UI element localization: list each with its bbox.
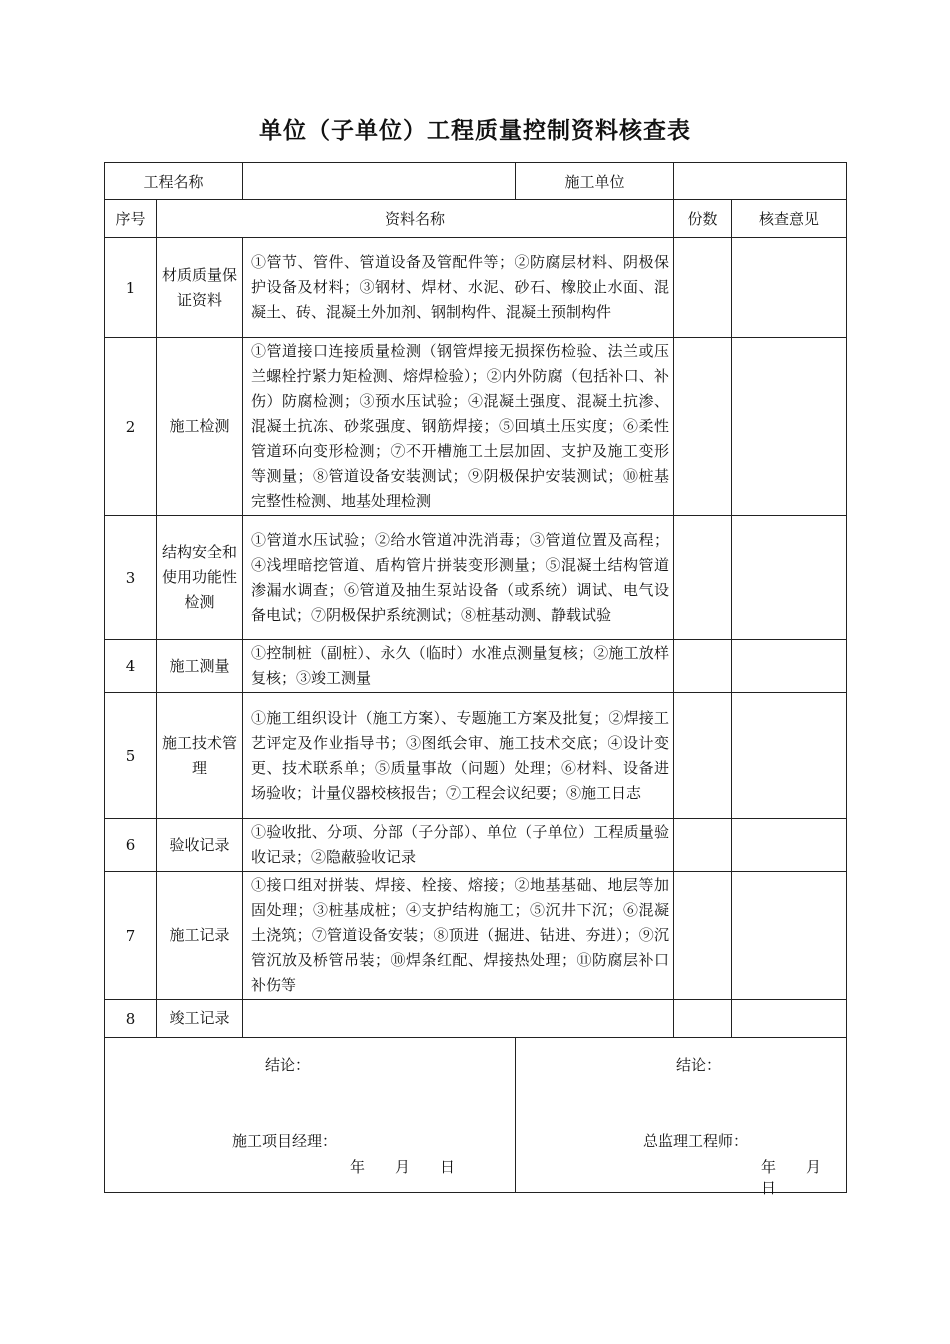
table-row (105, 819, 847, 872)
row-category: 结构安全和使用功能性检测 (157, 516, 243, 640)
row-copies (674, 516, 732, 640)
row-seq: 8 (105, 1000, 157, 1038)
row-seq: 5 (105, 693, 157, 819)
row-copies (674, 693, 732, 819)
row-seq: 3 (105, 516, 157, 640)
row-category: 竣工记录 (157, 1000, 243, 1038)
col-opinion: 核查意见 (732, 200, 847, 238)
table-row (105, 872, 847, 1000)
row-content: ①控制桩（副桩）、永久（临时）水准点测量复核；②施工放样复核；③竣工测量 (243, 640, 674, 693)
table-row (105, 338, 847, 516)
row-category: 施工技术管理 (157, 693, 243, 819)
row-category: 施工记录 (157, 872, 243, 1000)
row-content: ①管道水压试验；②给水管道冲洗消毒；③管道位置及高程；④浅埋暗挖管道、盾构管片拼装变形测量；⑤混凝土结构管道渗漏水调查；⑥管道及抽生泵站设备（或系统）调试、电气设备电试；⑦阴极保护系统测试；⑧桩基动测、静载试验 (243, 516, 674, 640)
column-header-row (105, 200, 847, 238)
row-content: ①施工组织设计（施工方案）、专题施工方案及批复；②焊接工艺评定及作业指导书；③图纸会审、施工技术交底；④设计变更、技术联系单；⑤质量事故（问题）处理；⑥材料、设备进场验收；计量仪器校核报告；⑦工程会议纪要；⑧施工日志 (243, 693, 674, 819)
construction-unit-value (674, 163, 847, 200)
row-copies (674, 640, 732, 693)
table-row (105, 238, 847, 338)
row-seq: 7 (105, 872, 157, 1000)
row-copies (674, 1000, 732, 1038)
construction-unit-label: 施工单位 (516, 163, 674, 200)
project-name-value (243, 163, 516, 200)
contractor-date: 年 月 日 (350, 1158, 456, 1176)
row-opinion (732, 238, 847, 338)
row-seq: 6 (105, 819, 157, 872)
row-category: 验收记录 (157, 819, 243, 872)
col-material: 资料名称 (157, 200, 674, 238)
table-row (105, 640, 847, 693)
contractor-conclusion-label: 结论： (265, 1056, 311, 1074)
row-content: ①管节、管件、管道设备及管配件等；②防腐层材料、阴极保护设备及材料；③钢材、焊材、水泥、砂石、橡胶止水面、混凝土、砖、混凝土外加剂、钢制构件、混凝土预制构件 (243, 238, 674, 338)
chief-supervisor-label: 总监理工程师： (643, 1132, 749, 1150)
row-seq: 2 (105, 338, 157, 516)
row-opinion (732, 872, 847, 1000)
inspection-table (104, 162, 852, 1197)
page-title: 单位（子单位）工程质量控制资料核查表 (259, 117, 691, 144)
row-opinion (732, 640, 847, 693)
row-content: ①管道接口连接质量检测（钢管焊接无损探伤检验、法兰或压兰螺栓拧紧力矩检测、熔焊检验）；②内外防腐（包括补口、补伤）防腐检测；③预水压试验；④混凝土强度、混凝土抗渗、混凝土抗冻、砂浆强度、钢筋焊接；⑤回填土压实度；⑥柔性管道环向变形检测；⑦不开槽施工土层加固、支护及施工变形等测量；⑧管道设备安装测试；⑨阴极保护安装测试；⑩桩基完整性检测、地基处理检测 (243, 338, 674, 516)
table-row (105, 693, 847, 819)
row-opinion (732, 819, 847, 872)
table-row (105, 516, 847, 640)
supervisor-signature-block (516, 1038, 852, 1197)
supervisor-date: 年 月 日 (761, 1158, 852, 1197)
row-opinion (732, 693, 847, 819)
row-copies (674, 872, 732, 1000)
signature-row (105, 1038, 847, 1193)
project-manager-label: 施工项目经理： (232, 1132, 338, 1150)
row-copies (674, 819, 732, 872)
header-row-project (105, 163, 847, 200)
row-category: 施工检测 (157, 338, 243, 516)
row-seq: 4 (105, 640, 157, 693)
row-category: 施工测量 (157, 640, 243, 693)
row-seq: 1 (105, 238, 157, 338)
contractor-signature-block (105, 1038, 516, 1193)
row-content (243, 1000, 674, 1038)
row-opinion (732, 1000, 847, 1038)
col-copies: 份数 (674, 200, 732, 238)
row-opinion (732, 338, 847, 516)
col-seq: 序号 (105, 200, 157, 238)
row-content: ①接口组对拼装、焊接、栓接、熔接；②地基基础、地层等加固处理；③桩基成桩；④支护结构施工；⑤沉井下沉；⑥混凝土浇筑；⑦管道设备安装；⑧顶进（掘进、钻进、夯进）；⑨沉管沉放及桥管吊装；⑩焊条红配、焊接热处理；⑪防腐层补口补伤等 (243, 872, 674, 1000)
row-copies (674, 338, 732, 516)
row-copies (674, 238, 732, 338)
row-content: ①验收批、分项、分部（子分部）、单位（子单位）工程质量验收记录；②隐蔽验收记录 (243, 819, 674, 872)
row-category: 材质质量保证资料 (157, 238, 243, 338)
table-row (105, 1000, 847, 1038)
supervisor-conclusion-label: 结论： (676, 1056, 722, 1074)
project-name-label: 工程名称 (105, 163, 243, 200)
row-opinion (732, 516, 847, 640)
